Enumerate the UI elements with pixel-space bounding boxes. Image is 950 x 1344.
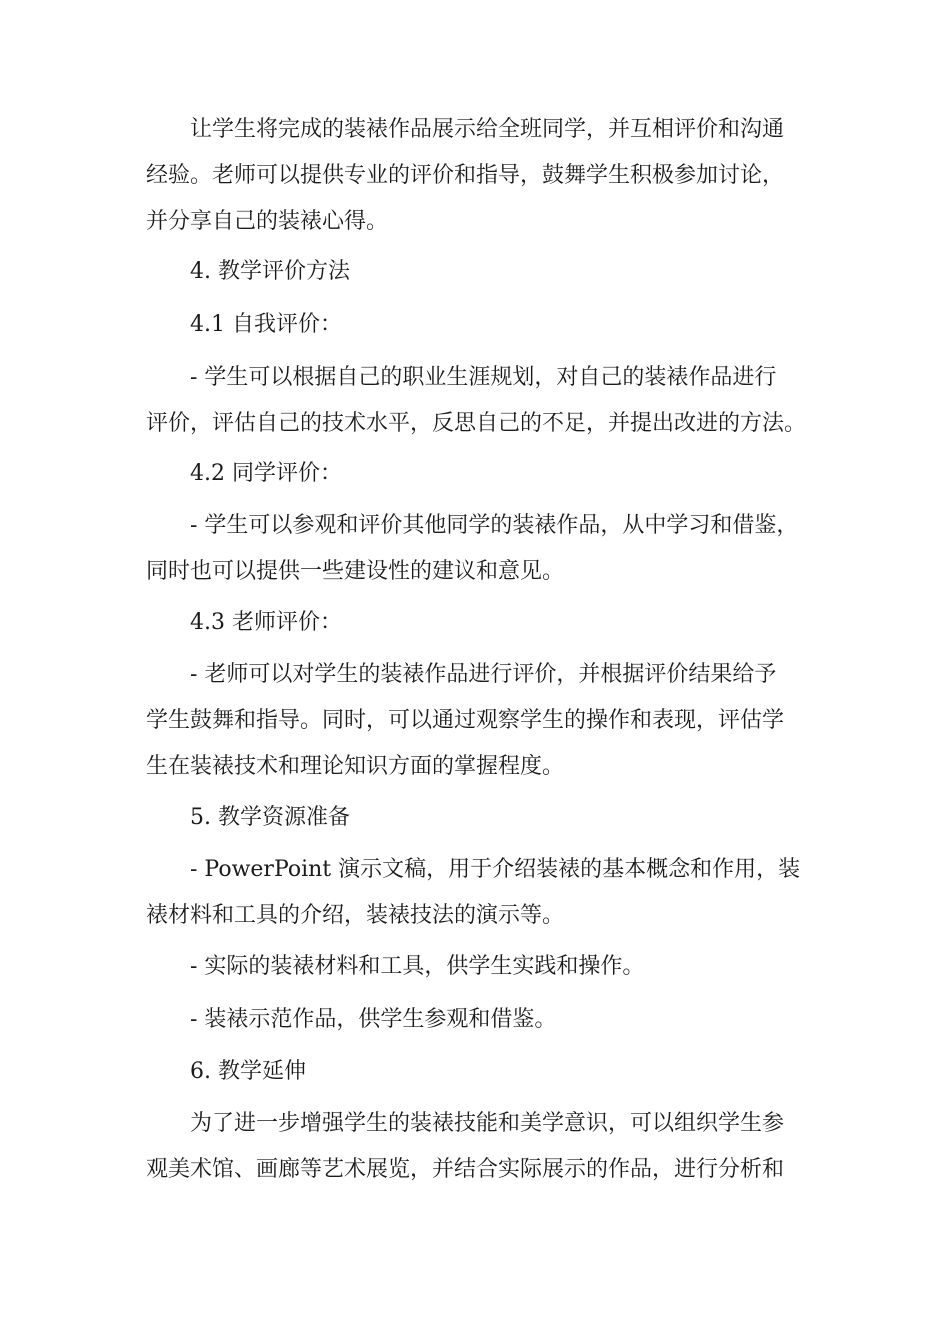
text-line: 评价，评估自己的技术水平，反思自己的不足，并提出改进的方法。: [146, 411, 807, 436]
list-item-materials: - 实际的装裱材料和工具，供学生实践和操作。: [190, 954, 645, 979]
subsection-heading-self-evaluation: 4.1 自我评价：: [190, 312, 342, 337]
text-line: 同时也可以提供一些建设性的建议和意见。: [146, 559, 565, 584]
section-heading-resources: 5. 教学资源准备: [190, 805, 350, 830]
paragraph-powerpoint: [146, 847, 816, 939]
list-item-samples: - 装裱示范作品，供学生参观和借鉴。: [190, 1007, 557, 1032]
text-line: - PowerPoint 演示文稿，用于介绍装裱的基本概念和作用，装: [190, 857, 801, 882]
subsection-heading-peer-evaluation: 4.2 同学评价：: [190, 461, 342, 486]
paragraph-extension: [146, 1101, 816, 1193]
text-line: 为了进一步增强学生的装裱技能和美学意识，可以组织学生参: [190, 1111, 785, 1136]
text-line: 让学生将完成的装裱作品展示给全班同学，并互相评价和沟通: [190, 117, 785, 142]
section-heading-extension: 6. 教学延伸: [190, 1059, 306, 1084]
paragraph-showcase: [146, 107, 816, 245]
text-line: - 学生可以根据自己的职业生涯规划，对自己的装裱作品进行: [190, 365, 777, 390]
paragraph-teacher-evaluation: [146, 652, 816, 790]
text-line: 裱材料和工具的介绍，装裱技法的演示等。: [146, 903, 565, 928]
paragraph-self-evaluation: [146, 355, 816, 447]
text-line: - 老师可以对学生的装裱作品进行评价，并根据评价结果给予: [190, 662, 777, 687]
text-line: - 学生可以参观和评价其他同学的装裱作品，从中学习和借鉴，: [190, 513, 799, 538]
text-line: 生在装裱技术和理论知识方面的掌握程度。: [146, 754, 565, 779]
section-heading-evaluation-methods: 4. 教学评价方法: [190, 259, 350, 284]
subsection-heading-teacher-evaluation: 4.3 老师评价：: [190, 610, 342, 635]
text-line: 并分享自己的装裱心得。: [146, 209, 389, 234]
paragraph-peer-evaluation: [146, 503, 816, 595]
text-line: 学生鼓舞和指导。同时，可以通过观察学生的操作和表现，评估学: [146, 708, 785, 733]
text-line: 经验。老师可以提供专业的评价和指导，鼓舞学生积极参加讨论，: [146, 163, 785, 188]
text-line: 观美术馆、画廊等艺术展览，并结合实际展示的作品，进行分析和: [146, 1157, 785, 1182]
